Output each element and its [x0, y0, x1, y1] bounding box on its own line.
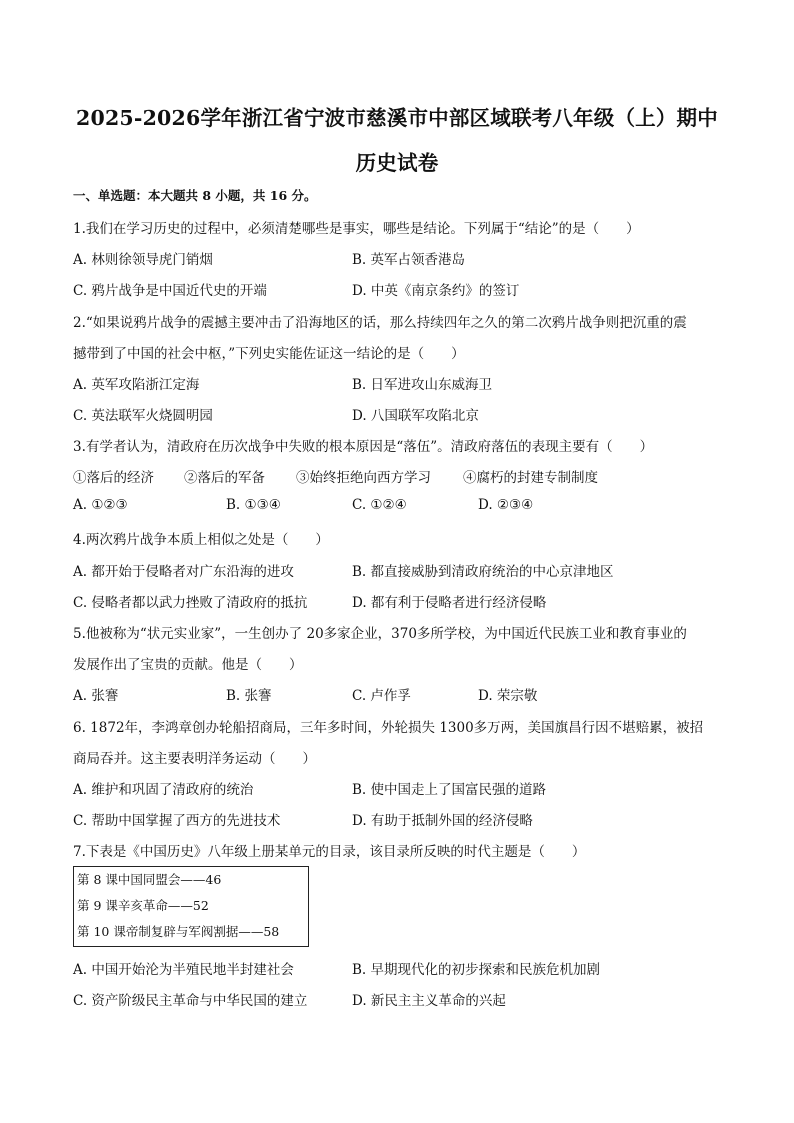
toc-entry: 第 8 课中国同盟会——46: [77, 872, 222, 887]
q4-option-b: B. 都直接威胁到清政府统治的中心京津地区: [352, 564, 614, 580]
section-heading: 一、单选题：本大题共 8 小题，共 16 分。: [73, 188, 317, 203]
q2-option-c: C. 英法联军火烧圆明园: [73, 408, 213, 424]
q5-stem-line2: 发展作出了宝贵的贡献。他是（ ）: [73, 657, 303, 673]
q3-option-d: D. ②③④: [478, 497, 534, 513]
exam-title-line2: 历史试卷: [355, 151, 439, 175]
q7-stem: 7.下表是《中国历史》八年级上册某单元的目录，该目录所反映的时代主题是（ ）: [73, 844, 586, 860]
q4-option-d: D. 都有利于侵略者进行经济侵略: [352, 595, 547, 611]
q5-option-c: C. 卢作孚: [352, 688, 411, 704]
q2-option-a: A. 英军攻陷浙江定海: [73, 377, 200, 393]
q4-stem: 4.两次鸦片战争本质上相似之处是（ ）: [73, 532, 329, 548]
toc-entry: 第 10 课帝制复辟与军阀割据——58: [77, 924, 280, 939]
q2-option-b: B. 日军进攻山东威海卫: [352, 377, 493, 393]
exam-title-line1: 2025-2026学年浙江省宁波市慈溪市中部区域联考八年级（上）期中: [76, 106, 718, 130]
q1-option-b: B. 英军占领香港岛: [352, 252, 466, 268]
q2-stem-line2: 撼带到了中国的社会中枢，”下列史实能佐证这一结论的是（ ）: [73, 346, 465, 362]
q3-option-b: B. ①③④: [226, 497, 281, 513]
q3-option-c: C. ①②④: [352, 497, 407, 513]
q3-item-3: ③始终拒绝向西方学习: [296, 470, 431, 486]
q1-option-c: C. 鸦片战争是中国近代史的开端: [73, 283, 267, 299]
q3-option-a: A. ①②③: [73, 497, 128, 513]
q7-option-d: D. 新民主主义革命的兴起: [352, 993, 506, 1009]
q1-stem: 1.我们在学习历史的过程中，必须清楚哪些是事实，哪些是结论。下列属于“结论”的是（ ）: [73, 221, 640, 237]
q6-option-d: D. 有助于抵制外国的经济侵略: [352, 813, 533, 829]
q6-stem-line2: 商局吞并。这主要表明洋务运动（ ）: [73, 751, 316, 767]
q5-option-d: D. 荣宗敬: [478, 688, 538, 704]
toc-entry: 第 9 课辛亥革命——52: [77, 898, 209, 913]
q3-item-1: ①落后的经济: [73, 470, 154, 486]
q6-stem-line1: 6. 1872年，李鸿章创办轮船招商局，三年多时间，外轮损失 1300多万两，美国旗昌行因不堪赔累，被招: [73, 720, 704, 736]
q1-option-a: A. 林则徐领导虎门销烟: [73, 252, 213, 268]
table-of-contents-box: [73, 866, 309, 947]
q7-option-a: A. 中国开始沦为半殖民地半封建社会: [73, 962, 294, 978]
q3-stem: 3.有学者认为，清政府在历次战争中失败的根本原因是“落伍”。清政府落伍的表现主要有（ ）: [73, 439, 654, 455]
q3-item-2: ②落后的军备: [184, 470, 265, 486]
q4-option-c: C. 侵略者都以武力挫败了清政府的抵抗: [73, 595, 308, 611]
q6-option-c: C. 帮助中国掌握了西方的先进技术: [73, 813, 281, 829]
q2-stem-line1: 2.“如果说鸦片战争的震撼主要冲击了沿海地区的话，那么持续四年之久的第二次鸦片战争则把沉重的震: [73, 315, 687, 331]
q4-option-a: A. 都开始于侵略者对广东沿海的进攻: [73, 564, 294, 580]
q2-option-d: D. 八国联军攻陷北京: [352, 408, 479, 424]
q5-stem-line1: 5.他被称为“状元实业家”，一生创办了 20多家企业，370多所学校，为中国近代民族工业和教育事业的: [73, 626, 687, 642]
q7-option-c: C. 资产阶级民主革命与中华民国的建立: [73, 993, 308, 1009]
q6-option-b: B. 使中国走上了国富民强的道路: [352, 782, 547, 798]
q1-option-d: D. 中英《南京条约》的签订: [352, 283, 520, 299]
q6-option-a: A. 维护和巩固了清政府的统治: [73, 782, 254, 798]
q5-option-b: B. 张謇: [226, 688, 272, 704]
q3-item-4: ④腐朽的封建专制制度: [463, 470, 598, 486]
q5-option-a: A. 张謇: [73, 688, 119, 704]
q7-option-b: B. 早期现代化的初步探索和民族危机加剧: [352, 962, 601, 978]
